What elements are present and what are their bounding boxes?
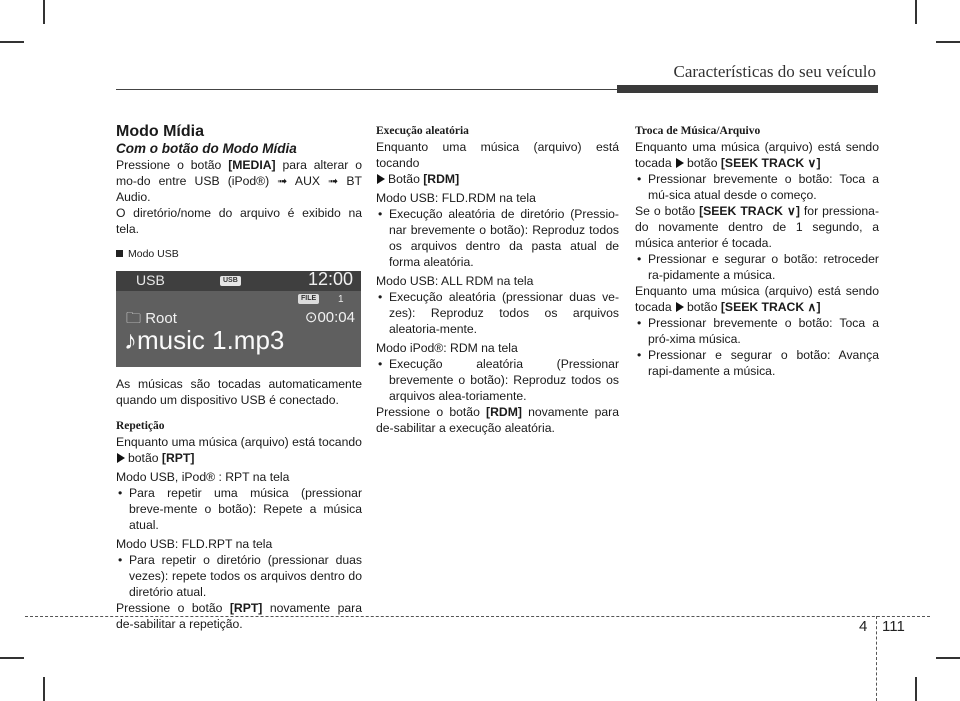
page-number: 111 — [882, 618, 905, 635]
arrow-right-icon — [117, 453, 125, 463]
section-subtitle: Com o botão do Modo Mídia — [116, 141, 297, 156]
crop-mark — [43, 0, 45, 24]
folder-icon: 🗀 — [126, 310, 142, 327]
folder-name: 🗀 Root — [126, 310, 177, 327]
bullet-item: • Pressionar e segurar o botão: Avança rapi-damente a música. — [635, 347, 879, 379]
column-2 — [376, 123, 619, 436]
usb-all-rdm-label: Modo USB: ALL RDM na tela — [376, 274, 534, 288]
header-rule — [116, 89, 620, 90]
crop-mark — [0, 657, 24, 659]
usb-fld-rpt-label: Modo USB: FLD.RPT na tela — [116, 537, 273, 551]
chapter-number: 4 — [859, 618, 868, 635]
crop-mark — [936, 41, 960, 43]
bullet-item: • Execução aleatória de diretório (Pressio-nar brevemente o botão): Reproduz todos os arquivos dentro da pasta atual de forma aleatória. — [376, 206, 619, 270]
arrow-right-icon — [676, 158, 684, 168]
paragraph-media: Pressione o botão [MEDIA] para alterar o mo-do entre USB (iPod®) ➟ AUX ➟ BT Audio. — [116, 158, 362, 204]
crop-mark — [915, 677, 917, 701]
figure-caption: Modo USB — [116, 246, 362, 262]
display-clock: 12:00 — [307, 269, 353, 289]
square-bullet-icon — [116, 250, 123, 257]
bullet-item: • Pressionar brevemente o botão: Toca a pró-xima música. — [635, 315, 879, 347]
crop-mark — [0, 41, 24, 43]
paragraph-rdm-again: Pressione o botão [RDM] novamente para de-sabilitar a execução aleatória. — [376, 405, 619, 435]
crop-mark — [936, 657, 960, 659]
track-intro-1: Enquanto uma música (arquivo) está sendo tocada botão [SEEK TRACK ∨] — [635, 140, 879, 170]
media-button-label: [MEDIA] — [228, 158, 276, 172]
repeat-button-line: botão [RPT] — [116, 450, 362, 466]
random-heading: Execução aleatória — [376, 125, 469, 137]
bullet-item: • Execução aleatória (pressionar duas ve-zes): Reproduz todos os arquivos aleatoria-mente. — [376, 289, 619, 337]
random-button-line: Botão [RDM] — [376, 171, 619, 187]
repeat-heading: Repetição — [116, 420, 165, 432]
track-intro-2: Enquanto uma música (arquivo) está sendo tocada botão [SEEK TRACK ∧] — [635, 284, 879, 314]
bullet-item: • Para repetir uma música (pressionar breve-mente o botão): Repete a música atual. — [116, 485, 362, 533]
bullet-item: • Para repetir o diretório (pressionar duas vezes): repete todos os arquivos dentro do diretório atual. — [116, 552, 362, 600]
footer-rule — [25, 616, 930, 617]
usb-fld-rdm-label: Modo USB: FLD.RDM na tela — [376, 191, 536, 205]
column-3 — [635, 123, 879, 379]
file-badge: FILE — [298, 294, 319, 304]
ipod-rdm-label: Modo iPod®: RDM na tela — [376, 341, 518, 355]
paragraph-directory: O diretório/nome do arquivo é exibido na tela. — [116, 206, 362, 236]
paragraph-autoplay: As músicas são tocadas automaticamente quando um dispositivo USB é conectado. — [116, 377, 362, 407]
paragraph-seek-again: Se o botão [SEEK TRACK ∨] for pressiona-do novamente dentro de 1 segundo, a música anterior é tocada. — [635, 204, 880, 250]
bullet-item: • Execução aleatória (Pressionar brevemente o botão): Reproduz todos os arquivos alea-toriamente. — [376, 356, 619, 404]
repeat-intro: Enquanto uma música (arquivo) está tocando — [116, 435, 362, 449]
page-header-title: Características do seu veículo — [673, 62, 876, 81]
elapsed-time: ⊙00:04 — [304, 309, 355, 326]
column-1 — [116, 123, 362, 632]
usb-badge: USB — [220, 276, 241, 286]
play-time-icon: ⊙ — [304, 309, 318, 326]
header-bar — [617, 85, 878, 93]
paragraph-rpt-again: Pressione o botão [RPT] novamente para de-sabilitar a repetição. — [116, 601, 362, 631]
usb-mode-display — [116, 271, 361, 367]
bullet-item: • Pressionar e segurar o botão: retroceder ra-pidamente a música. — [635, 251, 879, 283]
footer-divider — [876, 616, 877, 701]
crop-mark — [43, 677, 45, 701]
usb-ipod-rpt-label: Modo USB, iPod® : RPT na tela — [116, 470, 290, 484]
track-name: ♪music 1.mp3 — [124, 325, 285, 355]
arrow-right-icon — [676, 302, 684, 312]
bullet-item: • Pressionar brevemente o botão: Toca a mú-sica atual desde o começo. — [635, 171, 879, 203]
file-number: 1 — [338, 294, 344, 305]
music-note-icon: ♪ — [124, 325, 137, 355]
random-intro: Enquanto uma música (arquivo) está tocando — [376, 140, 619, 170]
section-title: Modo Mídia — [116, 123, 204, 140]
arrow-right-icon — [377, 174, 385, 184]
display-mode-label: USB — [136, 272, 165, 288]
track-change-heading: Troca de Música/Arquivo — [635, 125, 761, 137]
crop-mark — [915, 0, 917, 24]
